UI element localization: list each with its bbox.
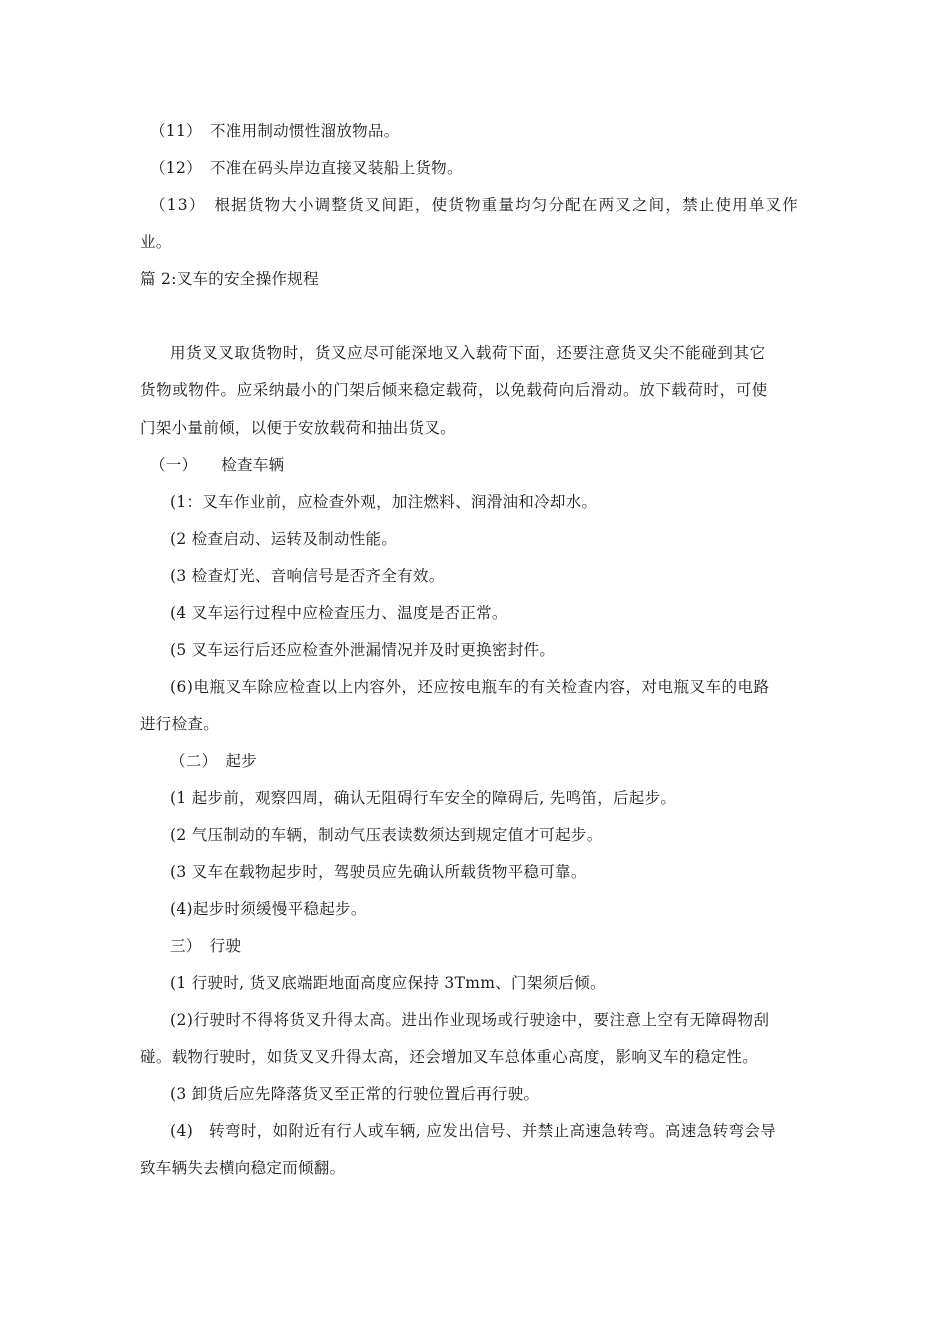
driving-item-2-continued: 碰。载物行驶时，如货叉叉升得太高，还会增加叉车总体重心高度，影响叉车的稳定性。 xyxy=(140,1048,759,1066)
start-item-2: (2 气压制动的车辆，制动气压表读数须达到规定值才可起步。 xyxy=(170,826,603,844)
inspect-item-2: (2 检查启动、运转及制动性能。 xyxy=(170,530,398,548)
inspect-item-4: (4 叉车运行过程中应检查压力、温度是否正常。 xyxy=(170,604,508,622)
rule-item-11: （11） 不准用制动惯性溜放物品。 xyxy=(150,122,400,140)
driving-item-4-continued: 致车辆失去横向稳定而倾翻。 xyxy=(140,1159,346,1177)
start-item-1: (1 起步前，观察四周，确认无阻碍行车安全的障碍后, 先鸣笛，后起步。 xyxy=(170,789,677,807)
subheading-driving: 三） 行驶 xyxy=(170,937,242,955)
inspect-item-1: (1：叉车作业前，应检查外观，加注燃料、润滑油和冷却水。 xyxy=(170,493,598,511)
section-heading: 篇 2:叉车的安全操作规程 xyxy=(140,270,319,288)
inspect-item-6: (6)电瓶叉车除应检查以上内容外，还应按电瓶车的有关检查内容，对电瓶叉车的电路 xyxy=(170,678,770,696)
subheading-inspect-vehicle: （一） 检查车辆 xyxy=(150,456,285,474)
driving-item-1: (1 行驶时, 货叉底端距地面高度应保持 3Tmm、门架须后倾。 xyxy=(170,974,606,992)
subheading-start: （二） 起步 xyxy=(170,752,258,770)
driving-item-2: (2)行驶时不得将货叉升得太高。进出作业现场或行驶途中，要注意上空有无障碍物刮 xyxy=(170,1011,770,1029)
intro-paragraph-line-2: 货物或物件。应采纳最小的门架后倾来稳定载荷，以免载荷向后滑动。放下载荷时，可使 xyxy=(140,381,768,399)
inspect-item-6-continued: 进行检查。 xyxy=(140,715,220,733)
intro-paragraph-line-1: 用货叉叉取货物时，货叉应尽可能深地叉入载荷下面，还要注意货叉尖不能碰到其它 xyxy=(170,344,766,362)
rule-item-12: （12） 不准在码头岸边直接叉装船上货物。 xyxy=(150,159,463,177)
start-item-3: (3 叉车在载物起步时，驾驶员应先确认所载货物平稳可靠。 xyxy=(170,863,587,881)
rule-item-13-continued: 业。 xyxy=(140,233,172,251)
rule-item-13: （13） 根据货物大小调整货叉间距，使货物重量均匀分配在两叉之间，禁止使用单叉作 xyxy=(150,196,799,214)
driving-item-4: (4) 转弯时，如附近有行人或车辆, 应发出信号、并禁止高速急转弯。高速急转弯会导 xyxy=(170,1122,777,1140)
start-item-4: (4)起步时须缓慢平稳起步。 xyxy=(170,900,367,918)
driving-item-3: (3 卸货后应先降落货叉至正常的行驶位置后再行驶。 xyxy=(170,1085,540,1103)
inspect-item-3: (3 检查灯光、音响信号是否齐全有效。 xyxy=(170,567,445,585)
intro-paragraph-line-3: 门架小量前倾，以便于安放载荷和抽出货叉。 xyxy=(140,419,457,437)
inspect-item-5: (5 叉车运行后还应检查外泄漏情况并及时更换密封件。 xyxy=(170,641,556,659)
